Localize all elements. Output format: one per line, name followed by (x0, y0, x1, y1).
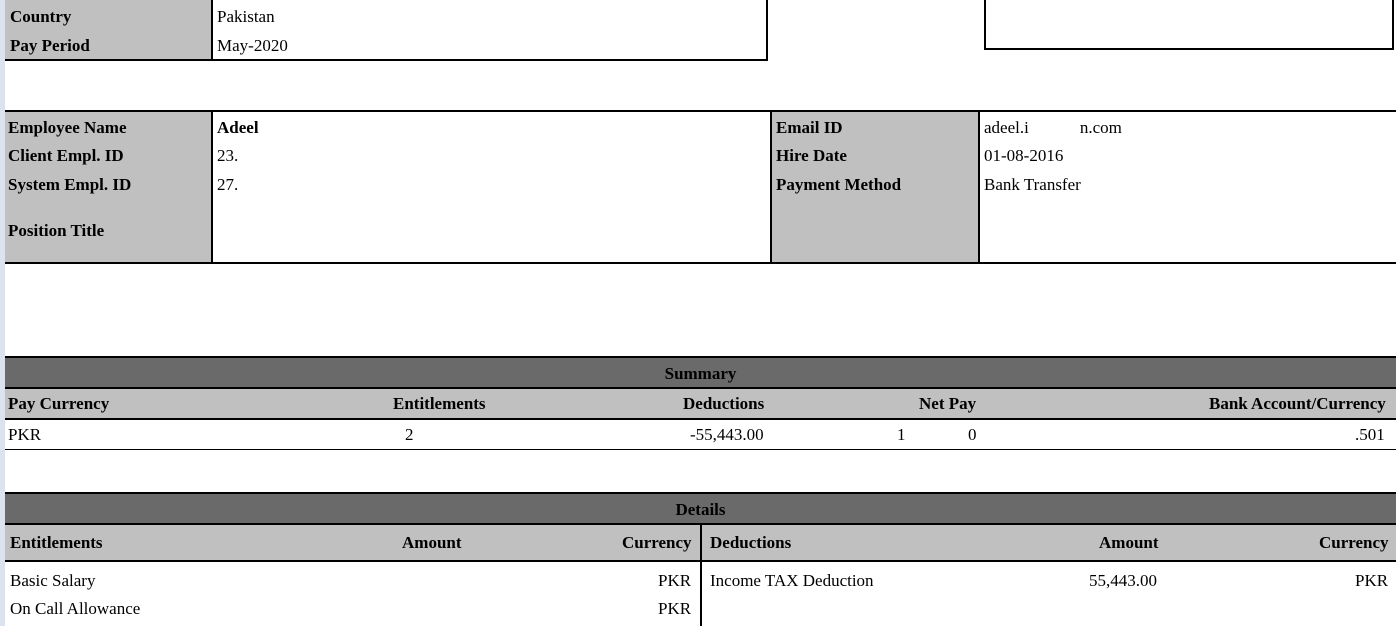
deduction-currency: PKR (1355, 571, 1389, 590)
summary-net-pay-prefix: 1 (897, 425, 906, 444)
entitlement-name: Basic Salary (10, 571, 96, 590)
details-entitlements-header: Entitlements (10, 533, 103, 552)
client-empl-id-value: 23. (217, 146, 239, 165)
hire-date-label: Hire Date (776, 146, 847, 165)
client-empl-id-label: Client Empl. ID (8, 146, 124, 165)
email-id-label: Email ID (776, 118, 843, 137)
payment-method-label: Payment Method (776, 175, 902, 194)
position-title-label: Position Title (8, 221, 105, 240)
summary-header-bank: Bank Account/Currency (1209, 394, 1386, 413)
details-divider (700, 525, 702, 626)
deduction-name: Income TAX Deduction (710, 571, 874, 590)
country-value: Pakistan (217, 7, 275, 26)
details-deductions-header: Deductions (710, 533, 792, 552)
entitlement-currency: PKR (658, 599, 692, 618)
entitlement-currency: PKR (658, 571, 692, 590)
hire-date-value: 01-08-2016 (984, 146, 1064, 165)
deduction-amount: 55,443.00 (1089, 571, 1157, 590)
details-deductions-amount-header: Amount (1099, 533, 1159, 552)
summary-header-deductions: Deductions (683, 394, 765, 413)
country-label: Country (10, 7, 72, 26)
details-title: Details (675, 500, 726, 519)
summary-net-pay-suffix: 0 (968, 425, 977, 444)
pay-period-value: May-2020 (217, 36, 288, 55)
employee-name-label: Employee Name (8, 118, 127, 137)
summary-pay-currency: PKR (8, 425, 42, 444)
system-empl-id-value: 27. (217, 175, 239, 194)
pay-period-label: Pay Period (10, 36, 90, 55)
system-empl-id-label: System Empl. ID (8, 175, 132, 194)
summary-header-net-pay: Net Pay (919, 394, 977, 413)
details-deductions-currency-header: Currency (1319, 533, 1389, 552)
summary-bank-account: .501 (1355, 425, 1385, 444)
email-id-value: adeel.i n.com (984, 118, 1122, 137)
summary-header-pay-currency: Pay Currency (8, 394, 110, 413)
employee-name-value: Adeel (217, 118, 259, 137)
summary-entitlements: 2 (405, 425, 414, 444)
entitlement-name: On Call Allowance (10, 599, 141, 618)
payment-method-value: Bank Transfer (984, 175, 1081, 194)
details-entitlements-amount-header: Amount (402, 533, 462, 552)
summary-title: Summary (664, 364, 737, 383)
top-right-box (984, 0, 1394, 50)
summary-header-entitlements: Entitlements (393, 394, 486, 413)
details-entitlements-currency-header: Currency (622, 533, 692, 552)
summary-deductions: -55,443.00 (690, 425, 764, 444)
